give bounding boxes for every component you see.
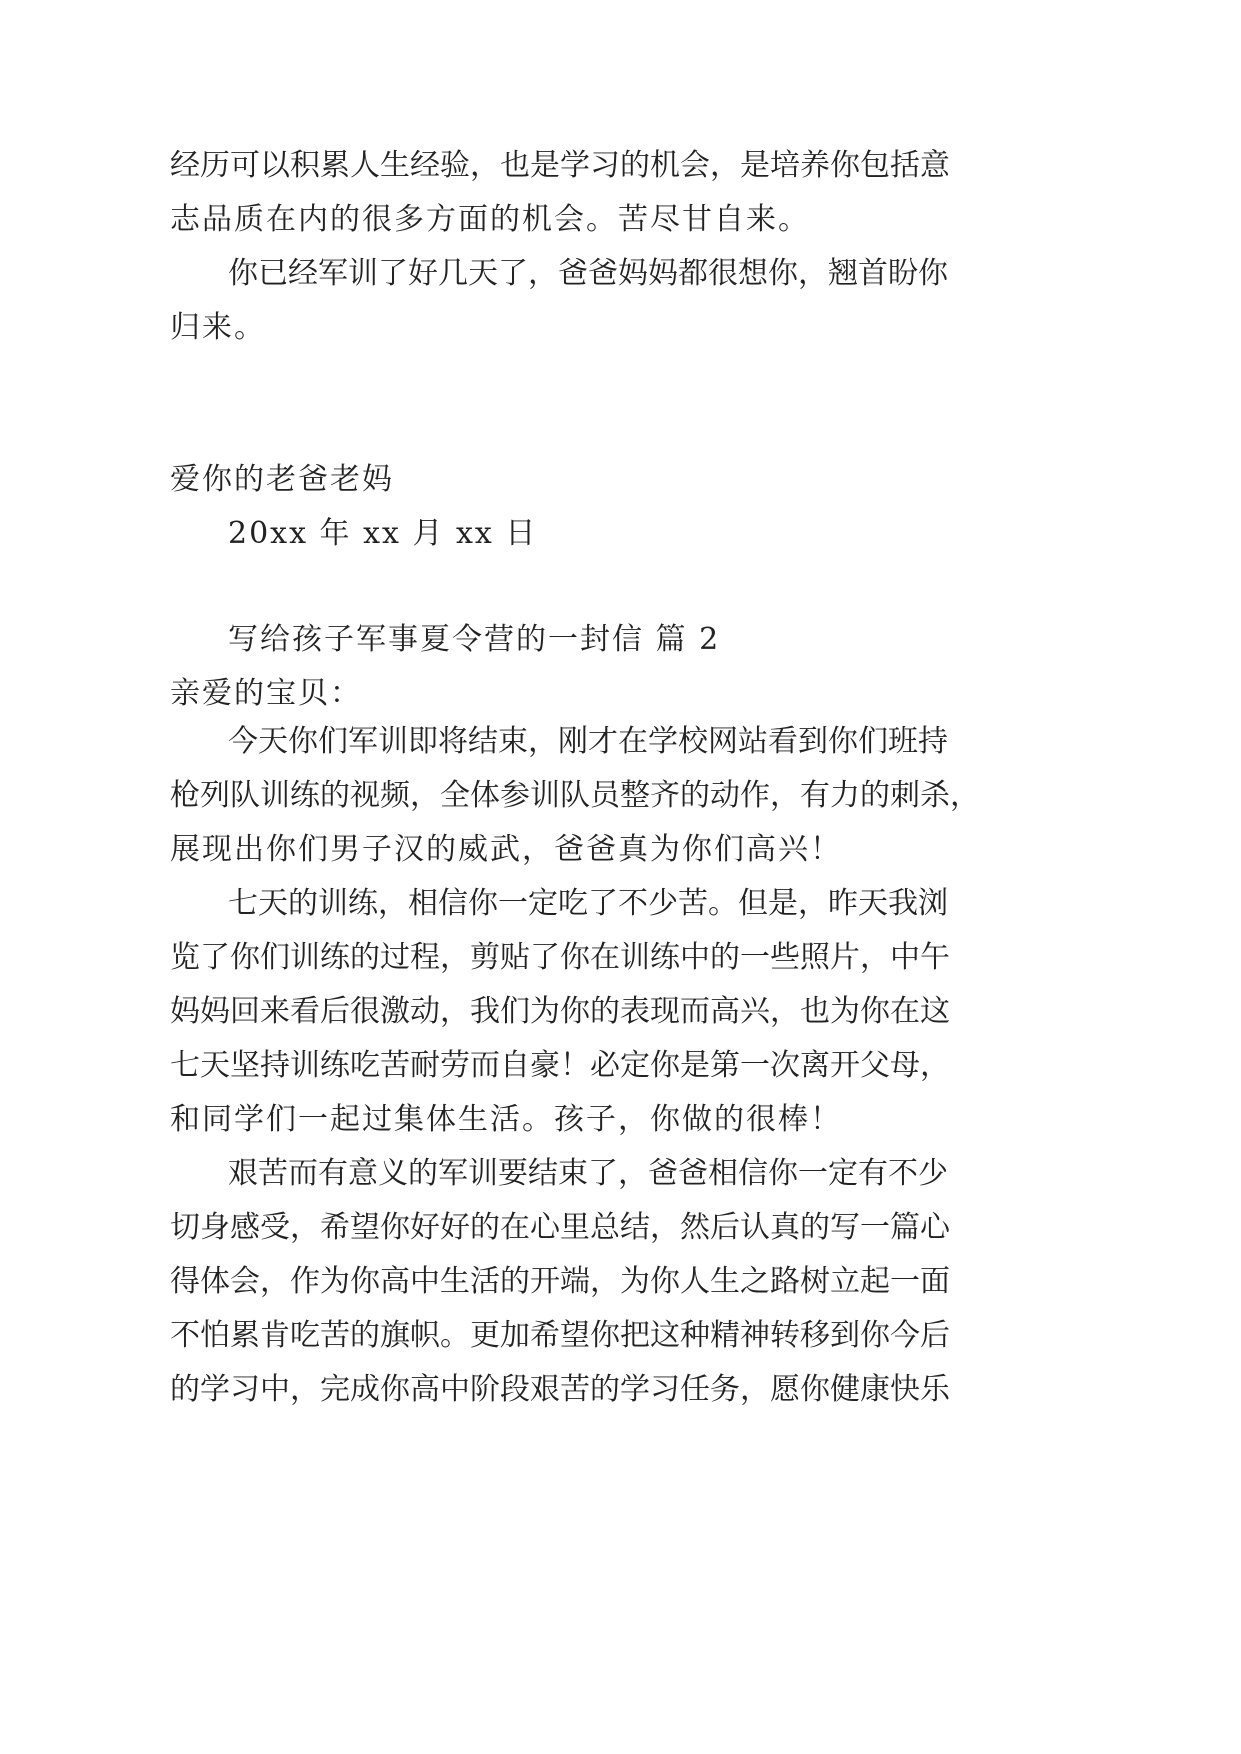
paragraph-line: 枪列队训练的视频，全体参训队员整齐的动作，有力的刺杀，: [170, 778, 980, 813]
paragraph-line: 今天你们军训即将结束，刚才在学校网站看到你们班持: [228, 724, 948, 759]
paragraph-line: 的学习中，完成你高中阶段艰苦的学习任务，愿你健康快乐: [170, 1372, 950, 1407]
paragraph-line: 得体会，作为你高中生活的开端，为你人生之路树立起一面: [170, 1264, 950, 1299]
signature: 爱你的老爸老妈: [170, 462, 394, 497]
paragraph-line: 经历可以积累人生经验，也是学习的机会，是培养你包括意: [170, 148, 950, 183]
section-title: 写给孩子军事夏令营的一封信 篇 2: [228, 622, 721, 657]
paragraph-line: 不怕累肯吃苦的旗帜。更加希望你把这种精神转移到你今后: [170, 1318, 950, 1353]
paragraph-line: 你已经军训了好几天了，爸爸妈妈都很想你，翘首盼你: [228, 256, 948, 291]
paragraph-line: 和同学们一起过集体生活。孩子，你做的很棒！: [170, 1102, 842, 1137]
paragraph-line: 切身感受，希望你好好的在心里总结，然后认真的写一篇心: [170, 1210, 950, 1245]
paragraph-line: 七天坚持训练吃苦耐劳而自豪！必定你是第一次离开父母，: [170, 1048, 950, 1083]
paragraph-line: 妈妈回来看后很激动，我们为你的表现而高兴，也为你在这: [170, 994, 950, 1029]
paragraph-line: 归来。: [170, 310, 266, 345]
paragraph-line: 览了你们训练的过程，剪贴了你在训练中的一些照片，中午: [170, 940, 950, 975]
paragraph-line: 艰苦而有意义的军训要结束了，爸爸相信你一定有不少: [228, 1156, 948, 1191]
salutation: 亲爱的宝贝：: [170, 676, 362, 711]
paragraph-line: 志品质在内的很多方面的机会。苦尽甘自来。: [170, 202, 810, 237]
paragraph-line: 七天的训练，相信你一定吃了不少苦。但是，昨天我浏: [228, 886, 948, 921]
paragraph-line: 展现出你们男子汉的威武，爸爸真为你们高兴！: [170, 832, 842, 867]
letter-date: 20xx 年 xx 月 xx 日: [228, 516, 538, 551]
